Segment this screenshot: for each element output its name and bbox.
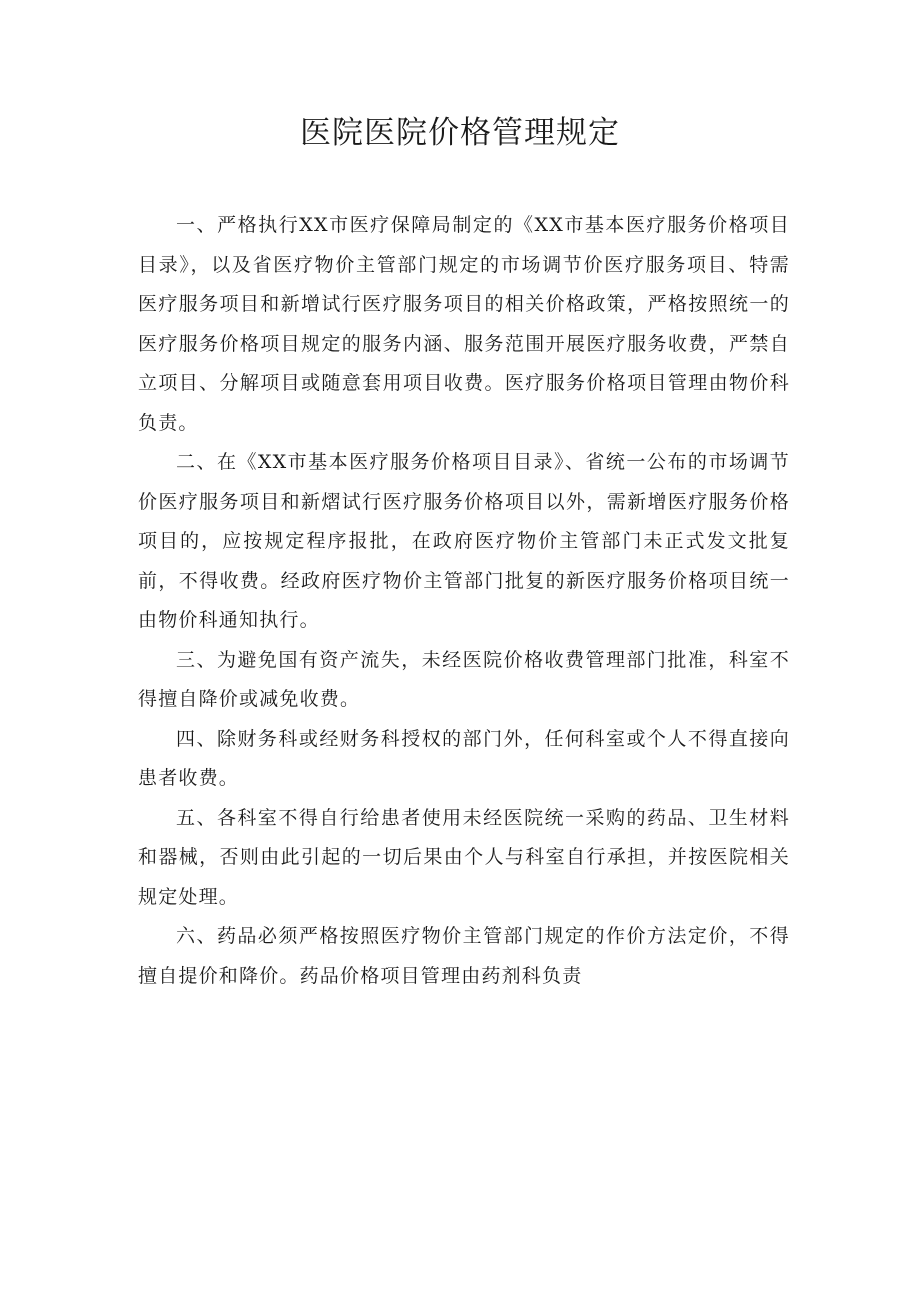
paragraph-4: 四、除财务科或经财务科授权的部门外，任何科室或个人不得直接向患者收费。 bbox=[138, 727, 790, 789]
document-title: 医院医院价格管理规定 bbox=[300, 115, 620, 151]
paragraph-6: 六、药品必须严格按照医疗物价主管部门规定的作价方法定价，不得擅自提价和降价。药品价格项目管理由药剂科负责 bbox=[138, 925, 790, 987]
paragraph-5: 五、各科室不得自行给患者使用未经医院统一采购的药品、卫生材料和器械，否则由此引起的一切后果由个人与科室自行承担，并按医院相关规定处理。 bbox=[138, 806, 790, 908]
paragraph-3: 三、为避免国有资产流失，未经医院价格收费管理部门批准，科室不得擅自降价或减免收费。 bbox=[138, 648, 790, 710]
document-body bbox=[138, 206, 790, 996]
paragraph-2: 二、在《XX市基本医疗服务价格项目目录》、省统一公布的市场调节价医疗服务项目和新熠试行医疗服务价格项目以外，需新增医疗服务价格项目的，应按规定程序报批，在政府医疗物价主管部门未正式发文批复前，不得收费。经政府医疗物价主管部门批复的新医疗服务价格项目统一由物价科通知执行。 bbox=[138, 451, 790, 631]
paragraph-1: 一、严格执行XX市医疗保障局制定的《XX市基本医疗服务价格项目目录》，以及省医疗物价主管部门规定的市场调节价医疗服务项目、特需医疗服务项目和新增试行医疗服务项目的相关价格政策，严格按照统一的医疗服务价格项目规定的服务内涵、服务范围开展医疗服务收费，严禁自立项目、分解项目或随意套用项目收费。医疗服务价格项目管理由物价科负责。 bbox=[138, 214, 790, 434]
